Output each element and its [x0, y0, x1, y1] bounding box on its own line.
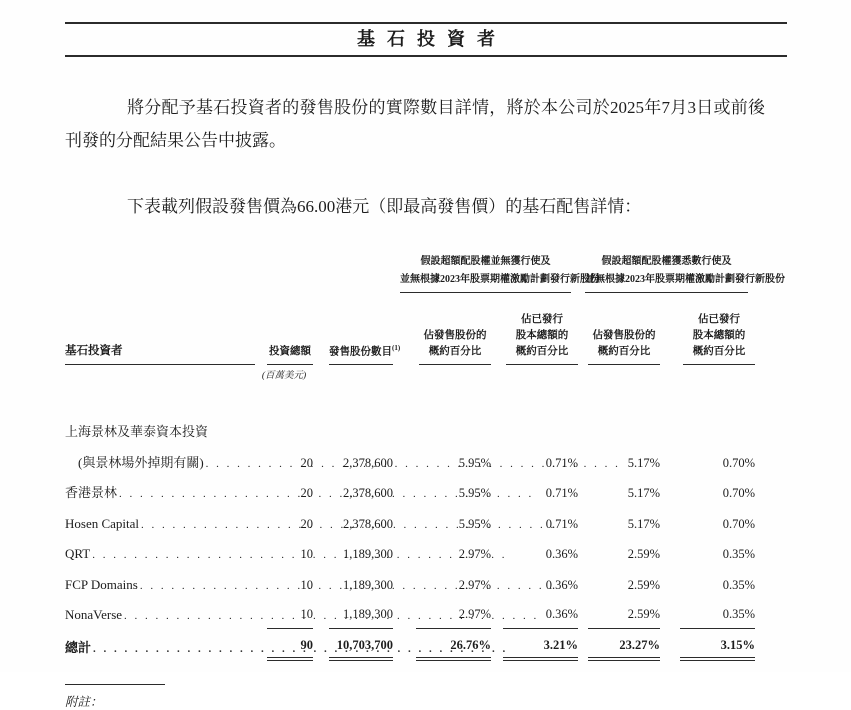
unit-row [65, 365, 755, 389]
cornerstone-placing-table [65, 253, 785, 664]
group-header-no-overallotment [393, 253, 600, 293]
col-header-investor: 基石投資者 [65, 293, 255, 365]
investor-name: NonaVerse [65, 607, 123, 622]
notes-separator [65, 684, 165, 685]
col5-underline [506, 364, 578, 365]
paragraph-table-intro: 下表載列假設發售價為66.00港元（即最高發售價）的基石配售詳情： [127, 197, 642, 216]
table-row: (與景林場外掉期有關) . . . 20 2,378,600 5.95% 0.71% 5.17% 0.70% [65, 448, 755, 479]
group-header-spacer [65, 253, 393, 293]
col-header-shares [313, 293, 401, 365]
col-header-pct-offer-2: 佔發售股份的 概約百分比 [578, 293, 660, 365]
group1-line2: 並無根據2023年股票期權激勵計劃發行新股份 [400, 274, 600, 285]
table-column-header-row [65, 293, 755, 365]
footnote-marker: (1) [392, 343, 401, 352]
group2-line1: 假設超額配股權獲悉數行使及 [601, 256, 732, 267]
total-row: 總計 . . . 90 10,703,700 26.76% 3.21% 23.27% 3.15% [65, 631, 755, 664]
investor-name: 上海景林及華泰資本投資 [65, 424, 209, 439]
investor-name: QRT [65, 546, 91, 561]
col6-underline [588, 364, 660, 365]
paragraph-allocation-disclosure: 將分配予基石投資者的發售股份的實際數目詳情，將於本公司於2025年7月3日或前後刊發的分配結果公告中披露。 [65, 98, 765, 150]
investor-name: FCP Domains [65, 576, 138, 592]
table-group-header-row [65, 253, 785, 293]
group2-line2: 並無根據2023年股票期權激勵計劃發行新股份 [585, 274, 785, 285]
table-row: 香港景林 . . . 20 2,378,600 5.95% 0.71% 5.17% 0.70% [65, 478, 755, 509]
table-row: NonaVerse . . . 10 1,189,300 2.97% 0.36% 2.59% 0.35% [65, 600, 755, 631]
table-row [65, 417, 755, 448]
col3-underline [329, 364, 393, 365]
col1-underline [65, 364, 255, 365]
table-row: FCP Domains . . . 10 1,189,300 2.97% 0.36% 2.59% 0.35% [65, 570, 755, 601]
investor-name: 香港景林 [65, 485, 118, 500]
col-header-pct-offer-1: 佔發售股份的 概約百分比 [393, 293, 491, 365]
investor-name: Hosen Capital [65, 515, 140, 531]
notes-label: 附註： [65, 694, 103, 709]
investment-unit-label: (百萬美元) [261, 371, 307, 381]
group1-line1: 假設超額配股權並無獲行使及 [420, 256, 551, 267]
col-header-pct-issued-2: 佔已發行 股本總額的 概約百分比 [660, 293, 755, 365]
table-row: Hosen Capital . . . 20 2,378,600 5.95% 0.71% 5.17% 0.70% [65, 509, 755, 540]
col-header-pct-issued-1: 佔已發行 股本總額的 概約百分比 [491, 293, 578, 365]
col7-underline [683, 364, 755, 365]
total-label: 總計 [65, 639, 92, 655]
shares-header-text: 發售股份數目 [329, 346, 392, 357]
investor-name: (與景林場外掉期有關) [78, 454, 204, 470]
col-header-investment: 投資總額 [255, 293, 313, 365]
table-row: QRT . . . 10 1,189,300 2.97% 0.36% 2.59% 0.35% [65, 539, 755, 570]
section-title-box [65, 22, 787, 57]
group-header-full-overallotment [578, 253, 785, 293]
page-title: 基石投資者 [357, 29, 507, 49]
table-body [65, 417, 755, 664]
col4-underline [419, 364, 491, 365]
